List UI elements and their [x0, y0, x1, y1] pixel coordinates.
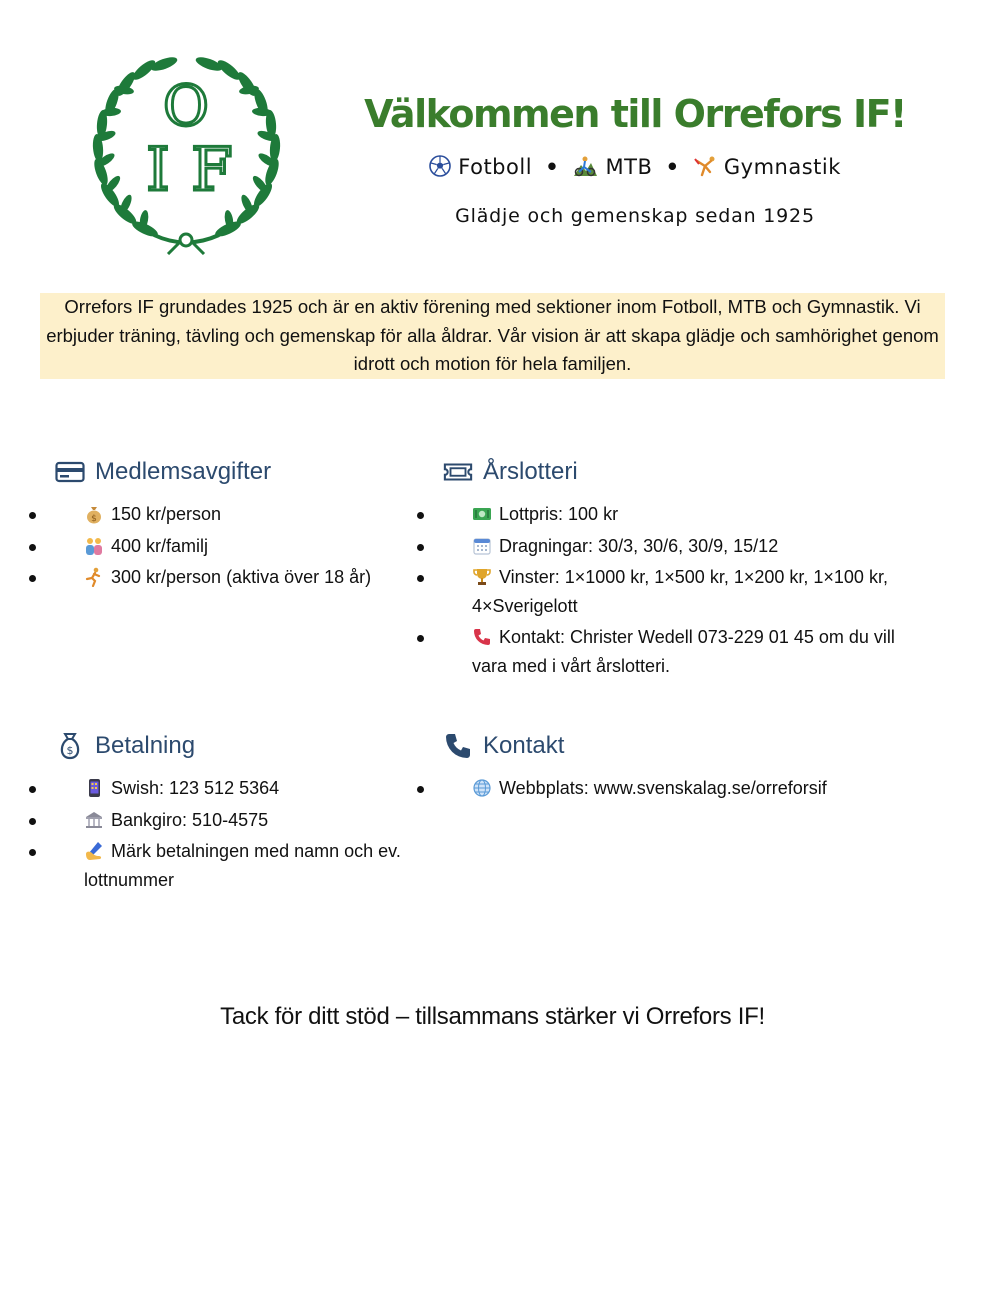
section-title: Årslotteri — [483, 458, 578, 485]
list-item: Dragningar: 30/3, 30/6, 30/9, 15/12 — [443, 532, 923, 561]
separator-dot: • — [545, 155, 560, 179]
telephone-icon — [443, 731, 473, 761]
section-payment — [55, 729, 435, 897]
thank-you-message: Tack för ditt stöd – tillsammans stärker vi Orrefors IF! — [220, 1003, 765, 1030]
section-fees — [55, 455, 425, 595]
globe-icon — [472, 778, 492, 798]
svg-text:$: $ — [66, 744, 74, 757]
trophy-icon — [472, 567, 492, 587]
list-item: Webbplats: www.svenskalag.se/orreforsif — [443, 774, 923, 803]
soccer-ball-icon — [429, 155, 451, 177]
section-title: Medlemsavgifter — [95, 458, 272, 485]
tagline: Glädje och gemenskap sedan 1925 — [455, 205, 815, 227]
list-item: Swish: 123 512 5364 — [55, 774, 435, 803]
bank-icon — [84, 810, 104, 830]
family-icon — [84, 536, 104, 556]
list-item: Kontakt: Christer Wedell 073-229 01 45 om du vill vara med i vårt årslotteri. — [443, 623, 923, 680]
sport-label-fotboll: Fotboll — [458, 155, 533, 179]
list-item: Lottpris: 100 kr — [443, 500, 923, 529]
mobile-phone-icon — [84, 778, 104, 798]
phone-receiver-icon — [472, 627, 492, 647]
logo-letter-i: I — [146, 135, 170, 205]
list-item: Märk betalningen med namn och ev. lottnummer — [55, 837, 435, 894]
banknote-icon — [472, 504, 492, 524]
runner-icon — [84, 567, 104, 587]
gymnast-icon — [693, 155, 717, 177]
sport-label-mtb: MTB — [605, 155, 653, 179]
credit-card-icon — [55, 457, 85, 487]
section-title: Kontakt — [483, 732, 565, 759]
page-title: Välkommen till Orrefors IF! — [364, 92, 906, 136]
list-item: 300 kr/person (aktiva över 18 år) — [55, 563, 425, 592]
ticket-icon — [443, 457, 473, 487]
sports-line — [340, 155, 930, 179]
section-lottery — [443, 455, 923, 683]
logo-letter-f: F — [191, 135, 233, 205]
logo-letter-o: O — [163, 74, 209, 139]
calendar-icon — [472, 536, 492, 556]
section-contact — [443, 729, 923, 806]
money-bag-outline-icon — [55, 731, 85, 761]
section-title: Betalning — [95, 732, 196, 759]
list-item: Bankgiro: 510-4575 — [55, 806, 435, 835]
list-item: Vinster: 1×1000 kr, 1×500 kr, 1×200 kr, 1×100 kr, 4×Sverigelott — [443, 563, 923, 620]
list-item: 400 kr/familj — [55, 532, 425, 561]
svg-text:$: $ — [91, 514, 97, 524]
separator-dot: • — [665, 155, 680, 179]
writing-hand-icon — [84, 841, 104, 861]
sport-label-gymnastik: Gymnastik — [723, 155, 841, 179]
laurel-wreath-logo — [84, 50, 289, 255]
mountain-biker-icon — [572, 155, 598, 177]
list-item: $ 150 kr/person — [55, 500, 425, 529]
money-bag-icon — [84, 504, 104, 524]
intro-paragraph: Orrefors IF grundades 1925 och är en aktiv förening med sektioner inom Fotboll, MTB och Gymnastik. Vi erbjuder träning, tävling och gemenskap för alla åldrar. Vår vision är att skapa glädje och samhörighet genom idrott och motion för hela familjen. — [40, 293, 945, 379]
